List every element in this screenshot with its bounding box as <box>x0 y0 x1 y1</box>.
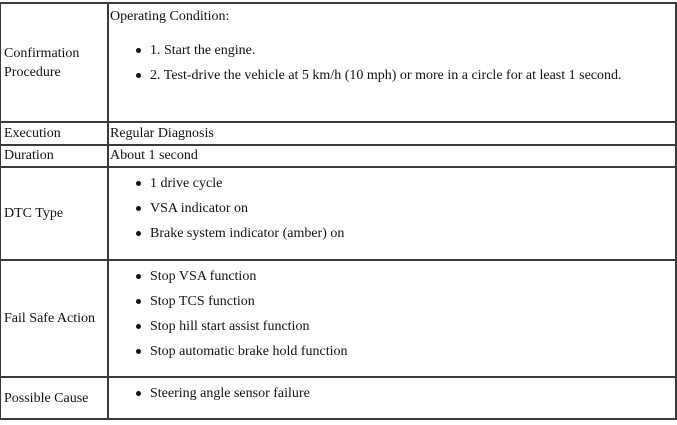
list-item-text: Steering angle sensor failure <box>150 386 310 401</box>
list-item-text: Stop VSA function <box>150 269 257 284</box>
duration-value: About 1 second <box>110 148 198 163</box>
list-item <box>0 41 630 61</box>
bullet-icon <box>136 324 141 329</box>
bullet-icon <box>136 231 141 236</box>
list-item <box>0 174 630 194</box>
list-item <box>0 384 630 404</box>
list-item <box>0 342 630 362</box>
bullet-icon <box>136 48 141 53</box>
row-label-possible-cause: Possible Cause <box>4 391 89 406</box>
list-item <box>0 267 630 287</box>
bullet-icon <box>136 181 141 186</box>
row-label-dtc-type: DTC Type <box>4 206 64 221</box>
label-line: Procedure <box>4 65 61 80</box>
execution-value: Regular Diagnosis <box>110 126 214 141</box>
row-divider <box>0 259 677 261</box>
bullet-icon <box>136 391 141 396</box>
list-item-text: 2. Test-drive the vehicle at 5 km/h (10 mph) or more in a circle for at least 1 second. <box>150 68 622 83</box>
bullet-icon <box>136 274 141 279</box>
bullet-icon <box>136 299 141 304</box>
list-item-text: 1. Start the engine. <box>150 43 256 58</box>
list-item-text: Stop hill start assist function <box>150 319 310 334</box>
possible-cause-list <box>0 384 630 404</box>
list-item-text: 1 drive cycle <box>150 176 223 191</box>
row-divider <box>0 144 677 146</box>
list-item <box>0 292 630 312</box>
list-item <box>0 317 630 337</box>
bullet-icon <box>136 206 141 211</box>
operating-condition-heading: Operating Condition: <box>110 9 230 24</box>
dtc-type-list <box>0 174 630 244</box>
list-item-text: Brake system indicator (amber) on <box>150 226 345 241</box>
bullet-icon <box>136 349 141 354</box>
row-label-execution: Execution <box>4 126 61 141</box>
list-item <box>0 199 630 219</box>
list-item-text: VSA indicator on <box>150 201 248 216</box>
table-border-top <box>0 2 677 4</box>
row-divider <box>0 376 677 378</box>
row-divider <box>0 166 677 168</box>
label-line: Confirmation <box>4 46 80 61</box>
list-item-text: Stop TCS function <box>150 294 255 309</box>
row-divider <box>0 121 677 123</box>
bullet-icon <box>136 73 141 78</box>
fail-safe-list <box>0 267 630 362</box>
list-item <box>0 66 630 86</box>
list-item-text: Stop automatic brake hold function <box>150 344 348 359</box>
row-label-fail-safe: Fail Safe Action <box>4 311 95 326</box>
table-border-bottom <box>0 418 677 420</box>
confirmation-steps-list <box>0 41 630 86</box>
list-item <box>0 224 630 244</box>
row-label-duration: Duration <box>4 148 54 163</box>
